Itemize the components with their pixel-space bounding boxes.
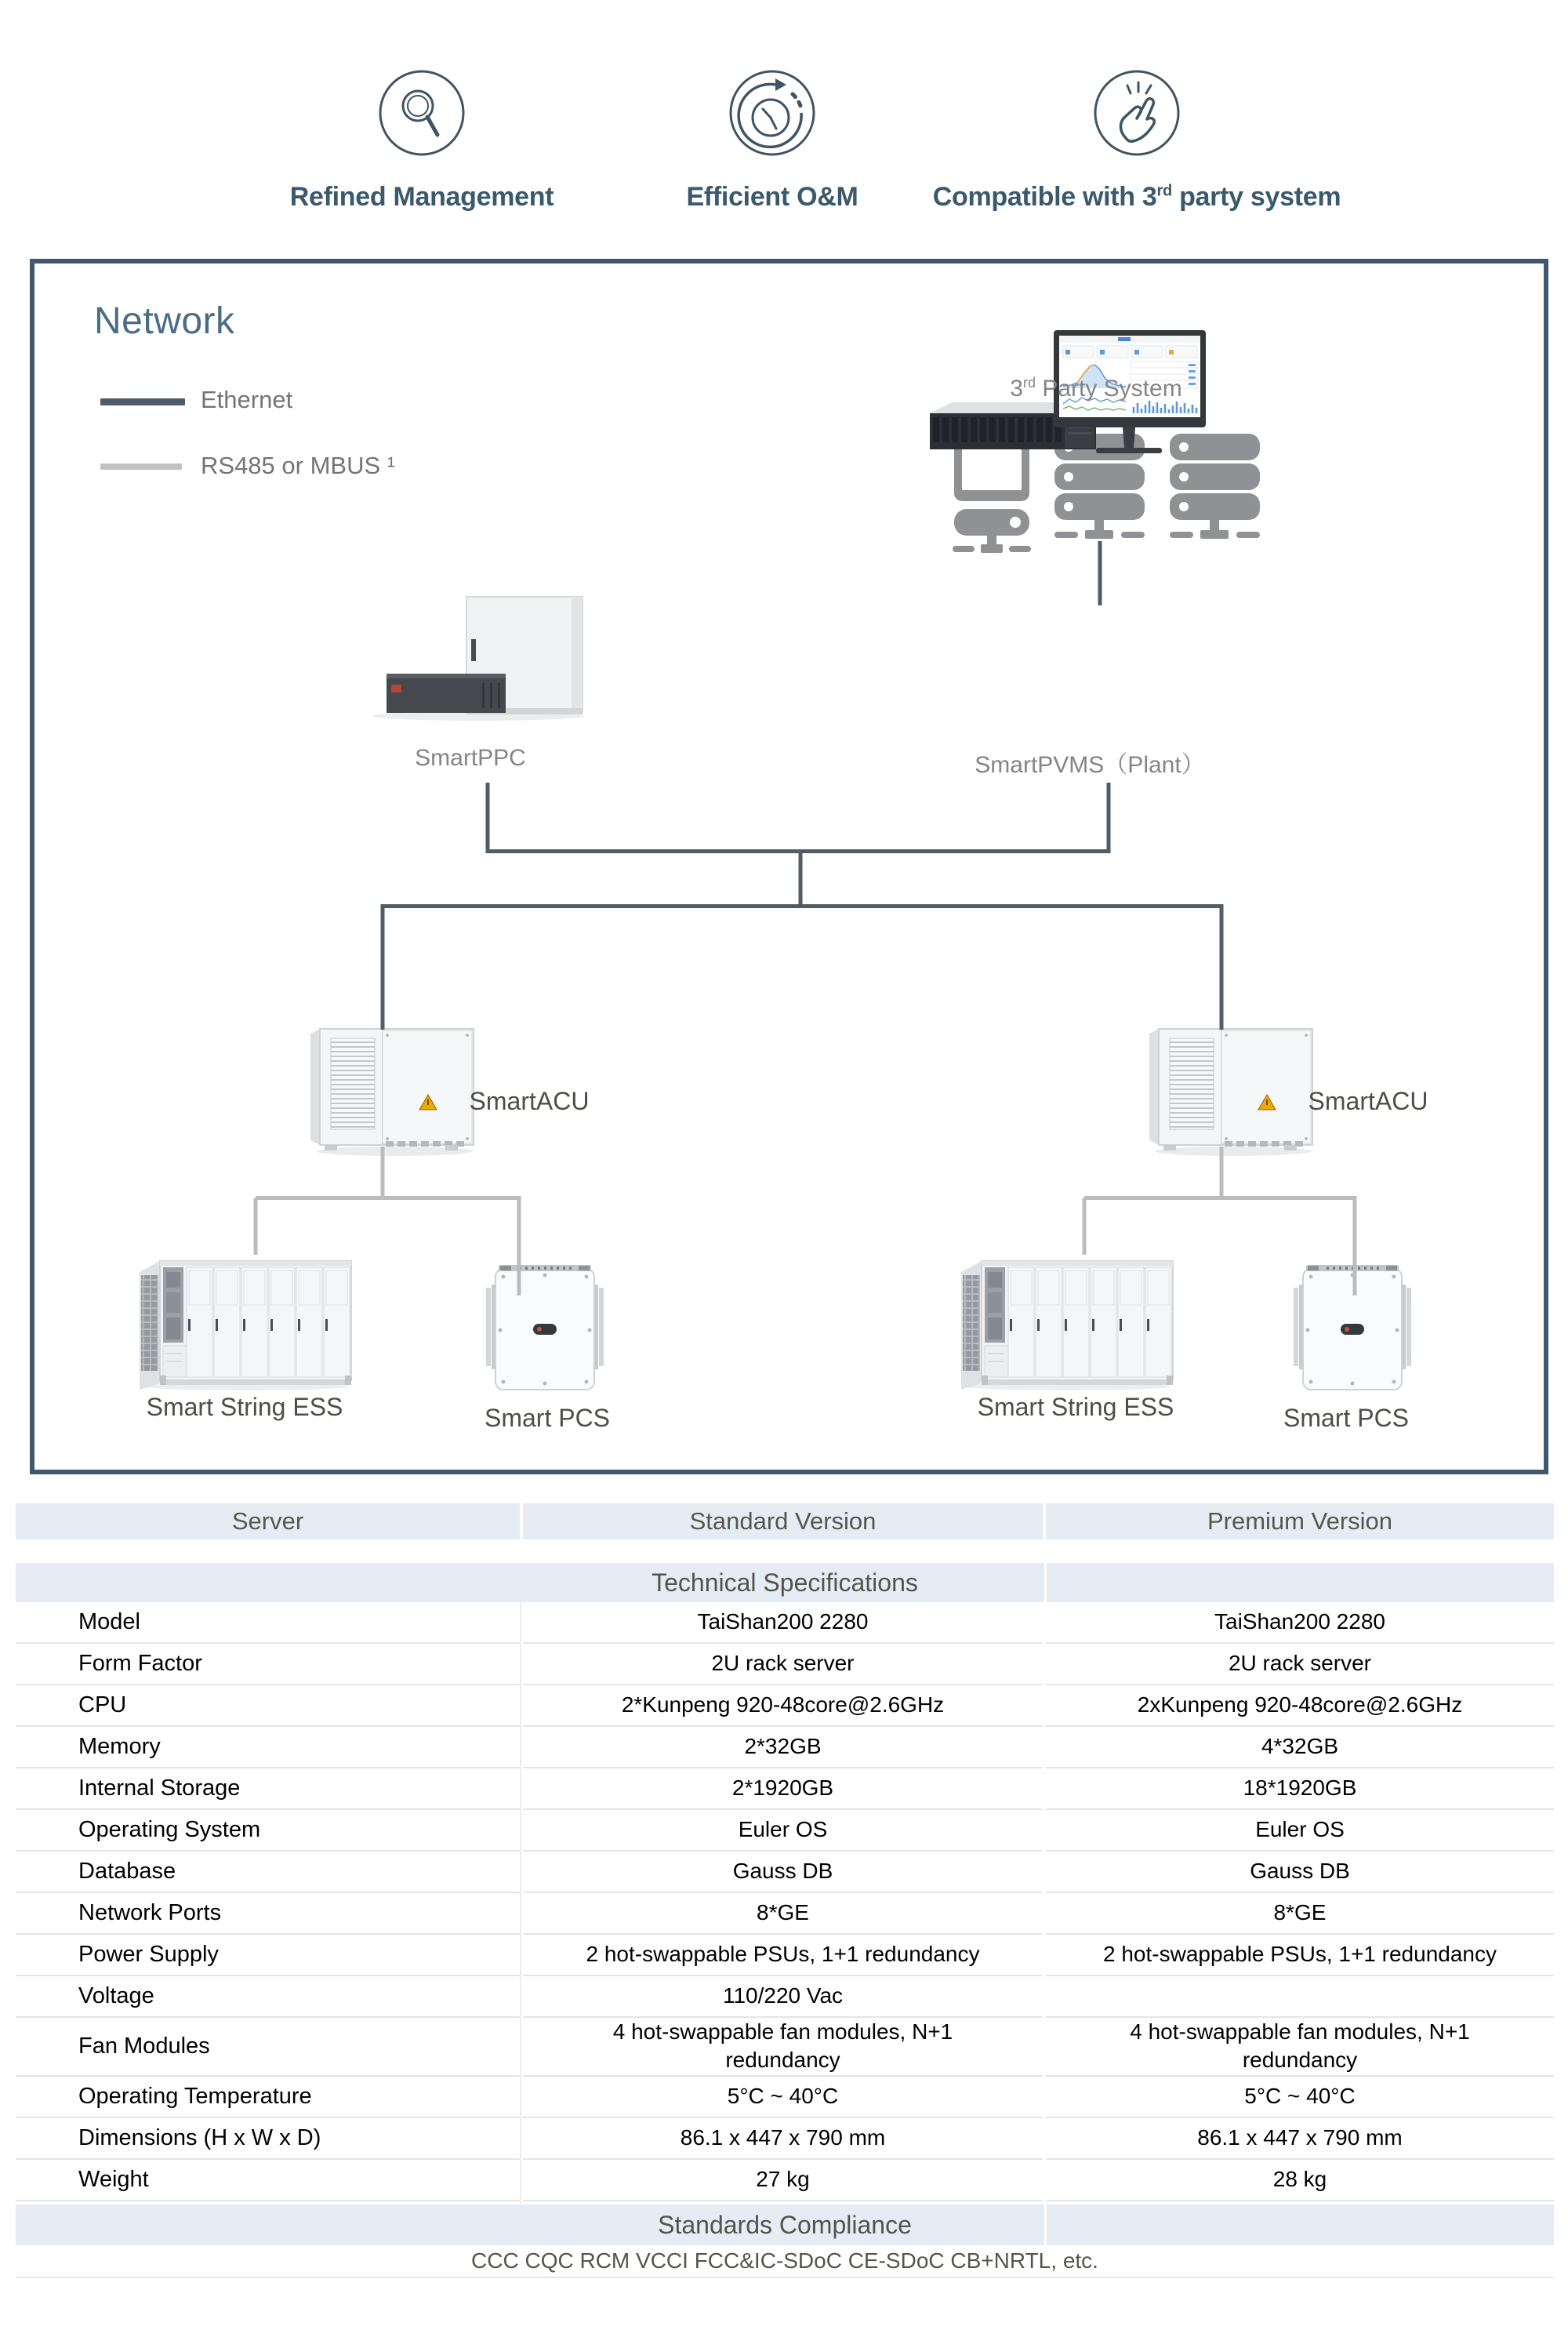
spec-label: Model	[16, 1602, 520, 1644]
spec-value-premium: 2 hot-swappable PSUs, 1+1 redundancy	[1046, 1935, 1554, 1976]
snap-fingers-icon	[1093, 69, 1181, 157]
table-row	[16, 2077, 1554, 2118]
rs485-legend-line	[100, 463, 182, 470]
spec-value-standard: 27 kg	[523, 2160, 1043, 2201]
feature-label-oem: Efficient O&M	[686, 182, 858, 212]
smartacu-right-label: SmartACU	[1308, 1087, 1428, 1115]
smart-string-ess-device	[136, 1252, 356, 1397]
table-header-standard: Standard Version	[523, 1503, 1043, 1539]
smart-pcs-device	[1294, 1264, 1411, 1400]
table-row	[16, 1768, 1554, 1810]
spec-label: Internal Storage	[16, 1768, 520, 1810]
spec-value-standard: 4 hot-swappable fan modules, N+1 redundancy	[523, 2018, 1043, 2077]
spec-label: Dimensions (H x W x D)	[16, 2118, 520, 2160]
spec-value-premium: 2U rack server	[1046, 1644, 1554, 1685]
spec-value-standard: 8*GE	[523, 1893, 1043, 1935]
spec-label: Operating System	[16, 1810, 520, 1852]
section-banner-technical-specifications: Technical Specifications	[16, 1563, 1554, 1602]
spec-value-standard: 2 hot-swappable PSUs, 1+1 redundancy	[523, 1935, 1043, 1976]
spec-label: Fan Modules	[16, 2018, 520, 2077]
spec-value-premium: 28 kg	[1046, 2160, 1554, 2201]
spec-value-premium: Gauss DB	[1046, 1852, 1554, 1893]
network-title: Network	[94, 300, 235, 342]
spec-value-standard: Euler OS	[523, 1810, 1043, 1852]
table-row	[16, 1976, 1554, 2018]
spec-rows	[16, 1602, 1554, 2201]
spec-value-premium: Euler OS	[1046, 1810, 1554, 1852]
rs485-legend-label: RS485 or MBUS ¹	[201, 452, 396, 479]
spec-value-standard: 2*Kunpeng 920-48core@2.6GHz	[523, 1685, 1043, 1727]
pcs-left-label: Smart PCS	[484, 1404, 611, 1432]
spec-value-premium: 4 hot-swappable fan modules, N+1 redundancy	[1046, 2018, 1554, 2077]
standards-compliance-value: CCC CQC RCM VCCI FCC&IC-SDoC CE-SDoC CB+NRTL, etc.	[16, 2245, 1554, 2278]
spec-value-premium	[1046, 1976, 1554, 2018]
spec-value-standard: 2*1920GB	[523, 1768, 1043, 1810]
spec-value-standard: TaiShan200 2280	[523, 1602, 1043, 1644]
table-row	[16, 2160, 1554, 2201]
spec-value-standard: 86.1 x 447 x 790 mm	[523, 2118, 1043, 2160]
ethernet-legend-line	[100, 398, 185, 405]
spec-label: Operating Temperature	[16, 2077, 520, 2118]
smartppc-device	[357, 592, 584, 725]
spec-value-standard: 110/220 Vac	[523, 1976, 1043, 2018]
table-row	[16, 1602, 1554, 1644]
table-row	[16, 1810, 1554, 1852]
banner-column-divider	[1044, 2204, 1047, 2245]
smartpvms-label: SmartPVMS（Plant）	[975, 752, 1205, 778]
spec-value-premium: 18*1920GB	[1046, 1768, 1554, 1810]
spec-label: Weight	[16, 2160, 520, 2201]
smartacu-left-label: SmartACU	[469, 1087, 590, 1115]
spec-value-standard: 5°C ~ 40°C	[523, 2077, 1043, 2118]
feature-label-refined: Refined Management	[289, 182, 554, 212]
spec-value-premium: 5°C ~ 40°C	[1046, 2077, 1554, 2118]
table-row	[16, 1727, 1554, 1768]
spec-value-premium: 4*32GB	[1046, 1727, 1554, 1768]
spec-label: Form Factor	[16, 1644, 520, 1685]
spec-label: Database	[16, 1852, 520, 1893]
table-row	[16, 1935, 1554, 1976]
third-party-system-label: 3rd Party System	[1010, 375, 1182, 402]
spec-value-premium: 86.1 x 447 x 790 mm	[1046, 2118, 1554, 2160]
ess-right-label: Smart String ESS	[977, 1393, 1174, 1421]
spec-label: Memory	[16, 1727, 520, 1768]
table-row	[16, 2018, 1554, 2077]
smart-string-ess-device	[958, 1252, 1178, 1397]
spec-value-premium: 8*GE	[1046, 1893, 1554, 1935]
spec-value-standard: 2U rack server	[523, 1644, 1043, 1685]
ess-left-label: Smart String ESS	[146, 1393, 343, 1421]
spec-value-standard: Gauss DB	[523, 1852, 1043, 1893]
spec-label: Network Ports	[16, 1893, 520, 1935]
spec-value-standard: 2*32GB	[523, 1727, 1043, 1768]
spec-label: CPU	[16, 1685, 520, 1727]
pcs-right-label: Smart PCS	[1283, 1404, 1410, 1432]
table-row	[16, 1685, 1554, 1727]
ethernet-legend-label: Ethernet	[201, 386, 293, 413]
smart-pcs-device	[486, 1264, 604, 1400]
magnifier-icon	[378, 69, 466, 157]
table-header-row	[16, 1503, 1554, 1539]
banner-column-divider	[1044, 1563, 1047, 1602]
table-row	[16, 1893, 1554, 1935]
spec-value-premium: 2xKunpeng 920-48core@2.6GHz	[1046, 1685, 1554, 1727]
clock-refresh-icon	[728, 69, 816, 157]
table-header-server: Server	[16, 1503, 520, 1539]
table-header-premium: Premium Version	[1046, 1503, 1554, 1539]
spec-label: Power Supply	[16, 1935, 520, 1976]
table-row	[16, 1644, 1554, 1685]
spec-value-premium: TaiShan200 2280	[1046, 1602, 1554, 1644]
spec-label: Voltage	[16, 1976, 520, 2018]
section-banner-standards-compliance: Standards Compliance	[16, 2204, 1554, 2245]
table-row	[16, 1852, 1554, 1893]
smartppc-label: SmartPPC	[415, 745, 526, 771]
table-row	[16, 2118, 1554, 2160]
feature-label-compatible: Compatible with 3rd party system	[932, 182, 1341, 212]
